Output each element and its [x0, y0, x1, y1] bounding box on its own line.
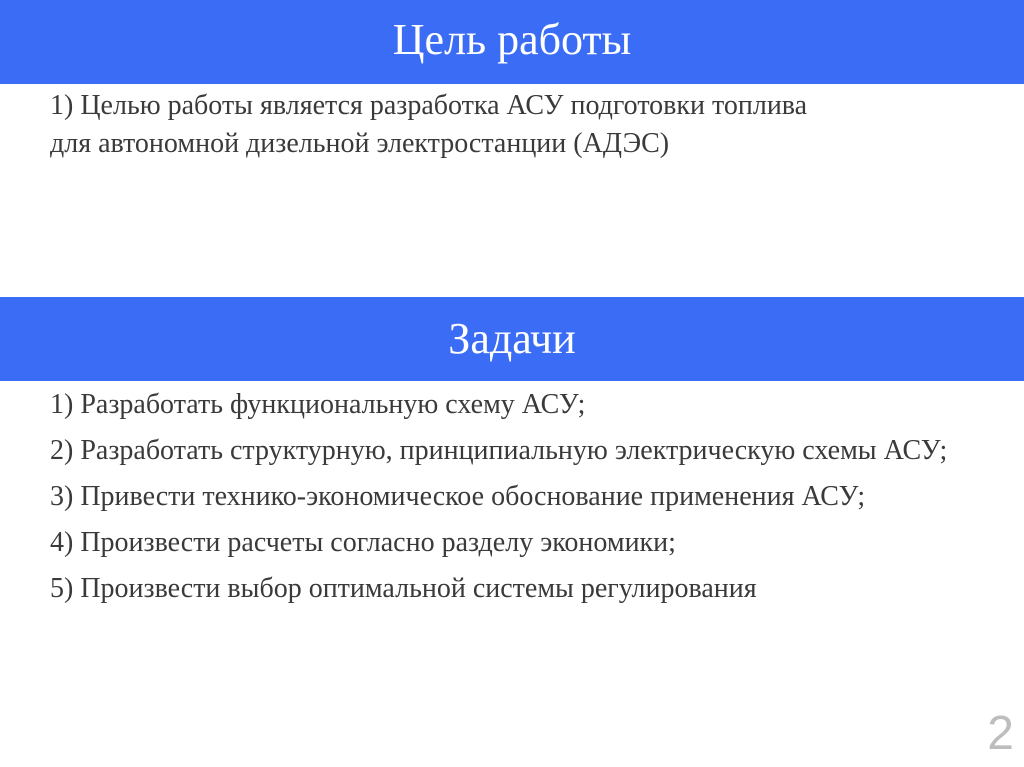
task-item-5: 5) Произвести выбор оптимальной системы регулирования: [50, 573, 757, 604]
page-number: 2: [987, 707, 1014, 760]
task-item-4: 4) Произвести расчеты согласно разделу экономики;: [50, 527, 676, 558]
goal-title: Цель работы: [392, 15, 632, 64]
tasks-list: [50, 386, 990, 616]
tasks-header-band: [0, 297, 1024, 381]
goal-text-line-1: 1) Целью работы является разработка АСУ подготовки топлива: [50, 90, 808, 121]
goal-text: [50, 87, 990, 163]
tasks-title: Задачи: [448, 314, 576, 363]
task-item-2: 2) Разработать структурную, принципиальную электрическую схемы АСУ;: [50, 435, 948, 466]
task-item-3: 3) Привести технико-экономическое обоснование применения АСУ;: [50, 481, 866, 512]
task-item-1: 1) Разработать функциональную схему АСУ;: [50, 389, 586, 420]
goal-header-band: [0, 0, 1024, 84]
goal-text-line-2: для автономной дизельной электростанции (АДЭС): [50, 128, 670, 159]
